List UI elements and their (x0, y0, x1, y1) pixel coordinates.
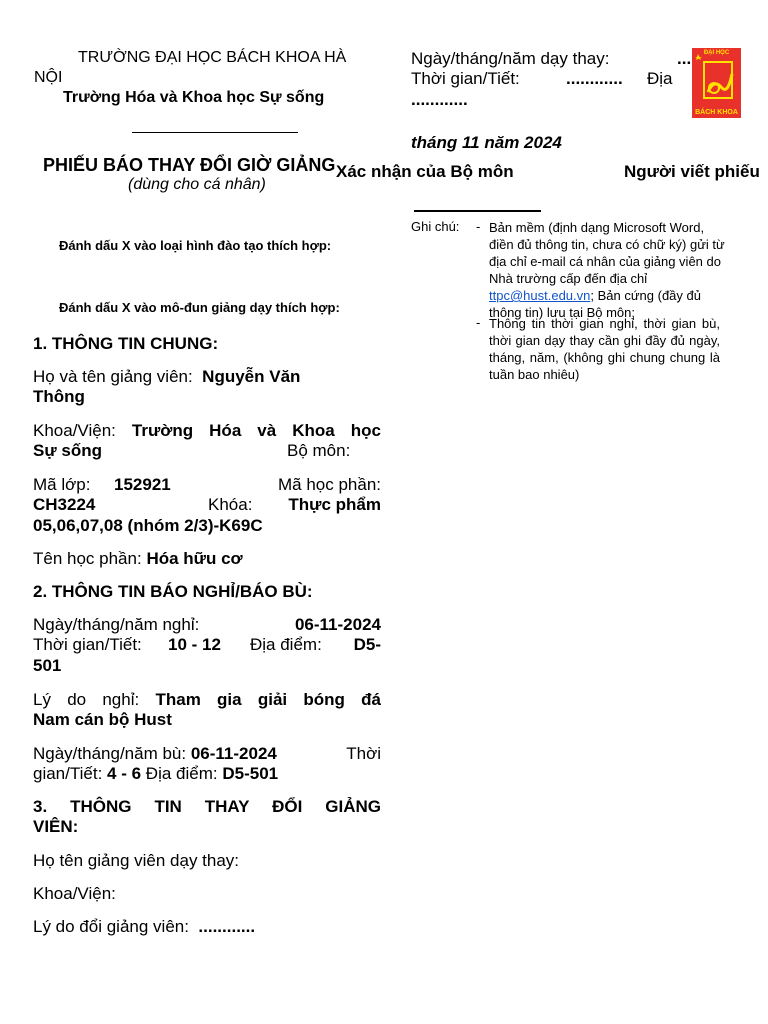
location-value: D5- (353, 635, 381, 654)
section2-heading: 2. THÔNG TIN BÁO NGHỈ/BÁO BÙ: (33, 582, 313, 601)
substitute-info (411, 49, 693, 110)
class-label: Mã lớp: (33, 475, 91, 494)
form-title: PHIẾU BÁO THAY ĐỔI GIỜ GIẢNG (43, 155, 336, 175)
book-pen-icon (692, 48, 741, 118)
lecturer-name: Nguyễn Văn (202, 367, 301, 386)
class-value: 152921 (114, 475, 171, 494)
note2-dash: - (476, 315, 481, 330)
location-value-cont: 501 (33, 656, 62, 675)
sub-date-label: Ngày/tháng/năm dạy thay: (411, 49, 610, 68)
note1 (489, 219, 731, 321)
change-reason-row (33, 917, 255, 937)
note1-email-link[interactable]: ttpc@hust.edu.vn (489, 288, 591, 303)
note1-dash: - (476, 219, 481, 234)
course-name-value: Hóa hữu cơ (146, 549, 243, 568)
cohort-value: Thực phẩm (288, 495, 381, 514)
department-label: Bộ môn: (287, 441, 351, 460)
logo-bottom-text: BÁCH KHOA (695, 109, 738, 116)
faculty-value: Trường Hóa và Khoa học (131, 421, 381, 440)
substitute-name-label: Họ tên giảng viên dạy thay: (33, 851, 240, 870)
substitute-faculty-label: Khoa/Viện: (33, 884, 116, 903)
reason-label: Lý do nghỉ: (33, 690, 140, 709)
training-type-note: Đánh dấu X vào loại hình đào tạo thích hợp: (59, 238, 332, 253)
course-name-row (33, 549, 243, 569)
section3-heading (33, 797, 381, 837)
module-note: Đánh dấu X vào mô-đun giảng dạy thích hợp: (59, 300, 340, 315)
reason-block (33, 690, 381, 730)
faculty-value-cont: Sự sống (33, 441, 102, 460)
makeup-period-label: Thời (346, 744, 381, 763)
reason-value-cont: Nam cán bộ Hust (33, 710, 172, 729)
notes-divider (414, 210, 541, 212)
makeup-date-value: 06-11-2024 (190, 744, 277, 763)
sub-period-label: Thời gian/Tiết: (411, 69, 520, 88)
absent-date-label: Ngày/tháng/năm nghỉ: (33, 615, 200, 634)
makeup-block (33, 744, 381, 784)
dept-confirm-label: Xác nhận của Bộ môn (336, 162, 514, 181)
section1-heading: 1. THÔNG TIN CHUNG: (33, 334, 219, 353)
header-divider (132, 132, 298, 133)
absent-block (33, 615, 381, 676)
period-value: 10 - 12 (168, 635, 221, 654)
change-reason-label: Lý do đổi giảng viên: (33, 917, 189, 936)
university-name-line2: NỘI (34, 69, 63, 86)
course-code-value: CH3224 (33, 495, 96, 514)
faculty-row (33, 421, 381, 461)
course-code-label: Mã học phần: (277, 475, 381, 494)
university-name-line1: TRƯỜNG ĐẠI HỌC BÁCH KHOA HÀ (78, 49, 347, 66)
sub-location-label: Địa (647, 69, 673, 88)
faculty-label: Khoa/Viện: (33, 421, 116, 440)
note1-suffix: ; Bản cứng (đầy đủ thông tin) lưu tại Bộ môn; (489, 288, 701, 320)
lecturer-row (33, 367, 381, 407)
form-subtitle: (dùng cho cá nhân) (128, 176, 266, 193)
makeup-period-label-cont: gian/Tiết: (33, 764, 103, 783)
makeup-date-label: Ngày/tháng/năm bù: (33, 744, 187, 763)
section3-heading-line1: 3. THÔNG TIN THAY ĐỔI GIẢNG (33, 797, 381, 816)
sub-location-dots: ............ (411, 90, 468, 109)
writer-label: Người viết phiếu (624, 162, 760, 181)
hust-logo (692, 48, 741, 118)
period-label: Thời gian/Tiết: (33, 635, 142, 654)
location-label: Địa điểm: (250, 635, 322, 654)
sub-date-value: ... (677, 49, 692, 68)
lecturer-label: Họ và tên giảng viên: (33, 367, 193, 386)
date-line: tháng 11 năm 2024 (411, 133, 562, 152)
lecturer-name-cont: Thông (33, 387, 85, 406)
section3-heading-line2: VIÊN: (33, 817, 79, 836)
sub-period-value: ............ (566, 69, 623, 88)
change-reason-value: ............ (198, 917, 256, 936)
makeup-period-value: 4 - 6 (107, 764, 142, 783)
makeup-location-label: Địa điểm: (145, 764, 218, 783)
note1-text: Bản mềm (định dạng Microsoft Word, điền đủ thông tin, chưa có chữ ký) gửi từ địa chỉ e-mail cá nhân của giảng viên do Nhà trường cấp đến địa chỉ (489, 220, 725, 286)
school-name: Trường Hóa và Khoa học Sự sống (63, 89, 325, 106)
absent-date-value: 06-11-2024 (294, 615, 381, 634)
course-name-label: Tên học phần: (33, 549, 142, 568)
cohort-label: Khóa: (208, 495, 253, 514)
note2: Thông tin thời gian nghỉ, thời gian bù, thời gian dạy thay cần ghi đầy đủ ngày, tháng, năm, (không ghi chung chung là tuần bao nhiêu) (489, 316, 720, 382)
logo-top-text: ĐẠI HỌC (703, 50, 730, 56)
class-row (33, 475, 381, 536)
reason-value: Tham gia giải bóng đá (155, 690, 381, 709)
cohort-value-cont: 05,06,07,08 (nhóm 2/3)-K69C (33, 516, 263, 535)
notes-label: Ghi chú: (411, 219, 460, 234)
makeup-location-value: D5-501 (222, 764, 279, 783)
